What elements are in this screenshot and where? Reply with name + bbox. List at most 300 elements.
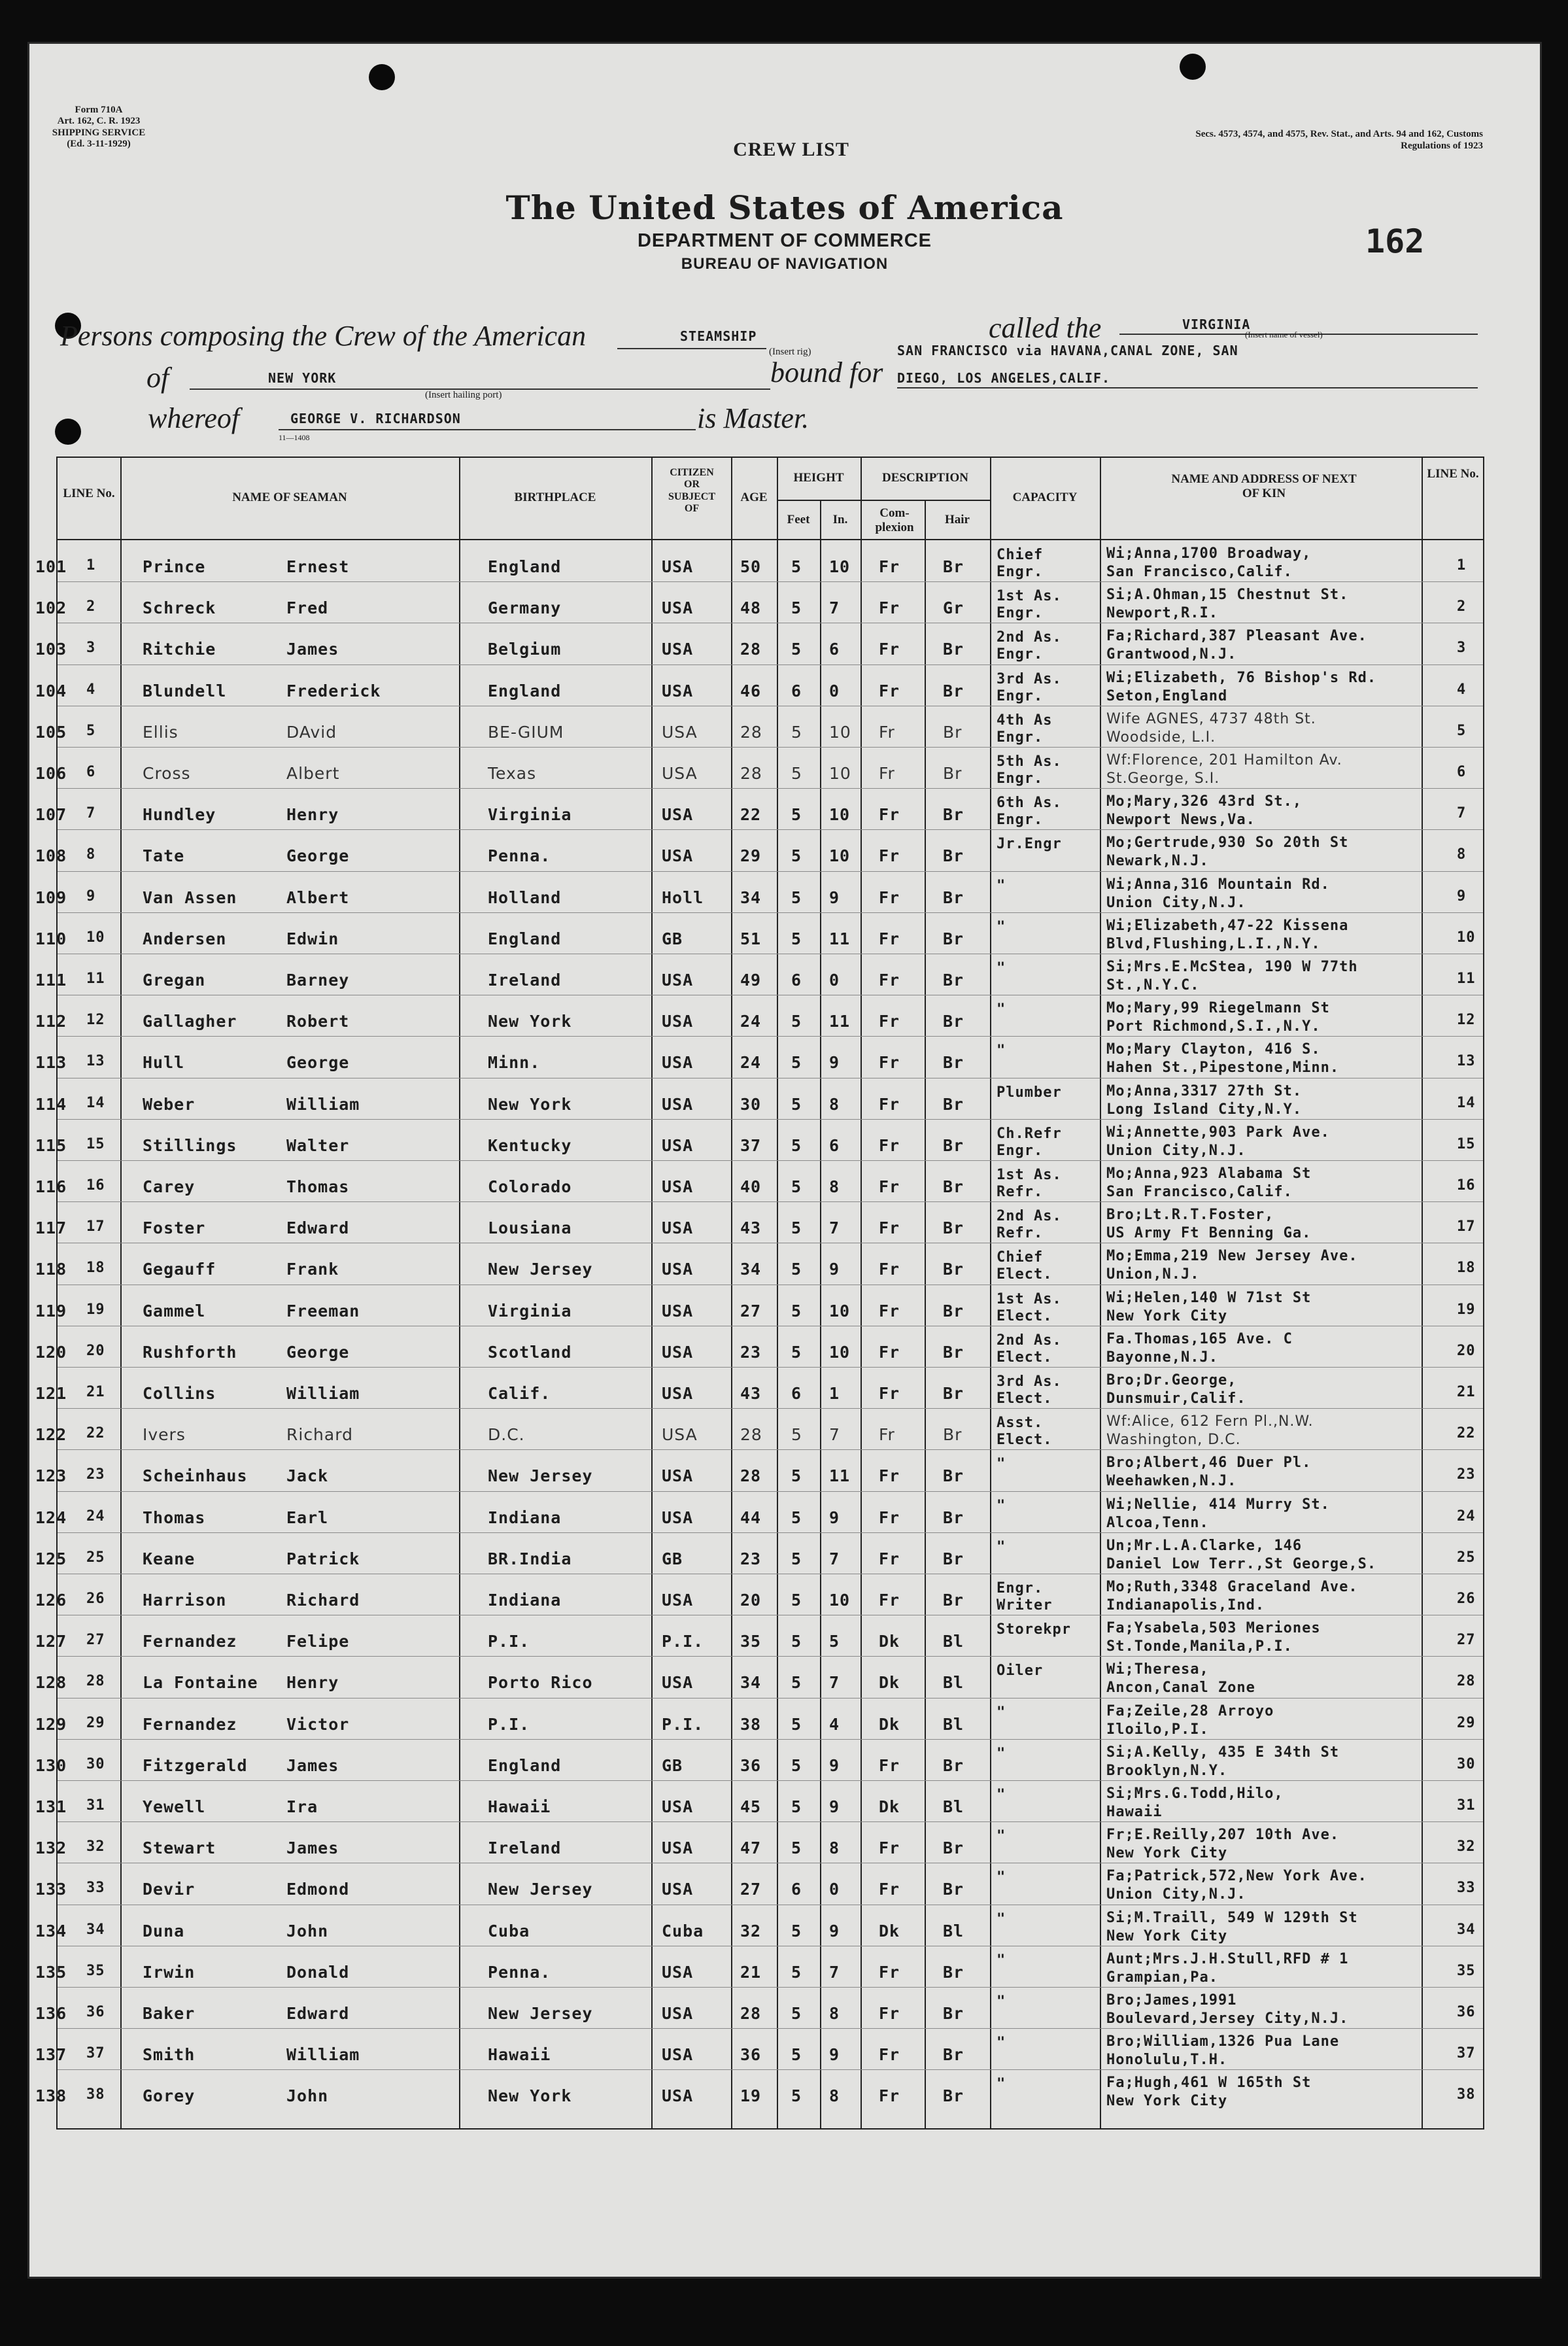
complexion: Fr: [879, 1301, 900, 1320]
complexion: Dk: [879, 1673, 900, 1693]
surname: Schreck: [143, 598, 216, 618]
given-name: Frederick: [286, 681, 381, 700]
height-inches: 7: [829, 1962, 840, 1982]
height-feet: 5: [791, 1177, 802, 1196]
statute-reference: Secs. 4573, 4574, and 4575, Rev. Stat., and Arts. 94 and 162, Customs Regulations of 1923: [1195, 129, 1483, 151]
birthplace: New York: [488, 1094, 572, 1114]
height-feet: 5: [791, 1755, 802, 1775]
height-inches: 0: [829, 681, 840, 700]
age: 28: [740, 2004, 762, 2023]
header-height: HEIGHT: [793, 471, 844, 485]
row-divider: [58, 1987, 1483, 1988]
line-number: 10: [86, 929, 105, 946]
master-name: GEORGE V. RICHARDSON: [290, 411, 461, 426]
birthplace: Ireland: [488, 1838, 562, 1858]
line-number: 20: [86, 1342, 105, 1359]
citizenship: USA: [662, 1012, 694, 1031]
page-number: 162: [1365, 222, 1425, 260]
surname: Smith: [143, 2045, 196, 2065]
kin-line-1: Fa.Thomas,165 Ave. C: [1106, 1330, 1293, 1347]
kin-line-1: Bro;William,1326 Pua Lane: [1106, 2033, 1340, 2050]
kin-line-2: Weehawken,N.J.: [1106, 1473, 1237, 1490]
kin-line-1: Bro;Lt.R.T.Foster,: [1106, 1207, 1274, 1224]
capacity-line-1: ": [997, 1043, 1006, 1060]
line-number-right: 15: [1457, 1135, 1476, 1152]
birthplace: Virginia: [488, 1301, 572, 1320]
line-number: 31: [86, 1797, 105, 1814]
label-persons: Persons composing the Crew of the American: [60, 320, 587, 352]
kin-line-1: Mo;Anna,923 Alabama St: [1106, 1165, 1312, 1182]
kin-line-1: Bro;James,1991: [1106, 1992, 1237, 2009]
line-number: 5: [86, 722, 96, 739]
height-feet: 5: [791, 598, 802, 618]
kin-line-1: Fa;Zeile,28 Arroyo: [1106, 1702, 1274, 1719]
surname: Stewart: [143, 1838, 216, 1858]
birthplace: New Jersey: [488, 1466, 593, 1486]
row-number: 138: [35, 2086, 67, 2106]
kin-line-1: Mo;Ruth,3348 Graceland Ave.: [1106, 1579, 1358, 1595]
capacity-line-1: ": [997, 960, 1006, 976]
age: 34: [740, 888, 762, 907]
height-feet: 6: [791, 1384, 802, 1403]
crew-table: [35, 457, 1484, 2130]
surname: Gegauff: [143, 1260, 216, 1279]
kin-line-2: Union City,N.J.: [1106, 1142, 1246, 1159]
birthplace: Holland: [488, 888, 562, 907]
kin-line-2: St.,N.Y.C.: [1106, 977, 1200, 993]
complexion: Fr: [879, 681, 900, 700]
citizenship: P.I.: [662, 1632, 704, 1651]
height-inches: 0: [829, 1880, 840, 1899]
birthplace: D.C.: [488, 1425, 525, 1445]
citizenship: USA: [662, 1301, 694, 1320]
height-inches: 5: [829, 1632, 840, 1651]
capacity-line-1: Chief: [997, 1249, 1044, 1266]
given-name: Ira: [286, 1797, 318, 1816]
header-bottom-line: [58, 539, 1483, 540]
complexion: Fr: [879, 1425, 895, 1445]
line-number-right: 23: [1457, 1466, 1476, 1483]
kin-line-2: Washington, D.C.: [1106, 1432, 1241, 1449]
given-name: DAvid: [286, 722, 337, 742]
given-name: Freeman: [286, 1301, 360, 1320]
kin-line-1: Wi;Theresa,: [1106, 1661, 1209, 1678]
birthplace: P.I.: [488, 1632, 530, 1651]
print-code: 11—1408: [279, 433, 310, 442]
line-number: 35: [86, 1962, 105, 1979]
destination-underline: [897, 387, 1478, 388]
capacity-line-2: Engr.: [997, 770, 1044, 787]
kin-line-2: Long Island City,N.Y.: [1106, 1101, 1303, 1118]
age: 51: [740, 929, 762, 948]
hair: Br: [943, 1218, 964, 1238]
age: 35: [740, 1632, 762, 1651]
line-number-right: 21: [1457, 1384, 1476, 1400]
row-number: 128: [35, 1673, 67, 1693]
line-number-right: 35: [1457, 1962, 1476, 1979]
age: 28: [740, 764, 762, 783]
capacity-line-1: Storekpr: [997, 1621, 1071, 1638]
capacity-line-2: Engr.: [997, 564, 1044, 580]
age: 21: [740, 1962, 762, 1982]
height-feet: 5: [791, 1466, 802, 1486]
citizenship: USA: [662, 1508, 694, 1527]
kin-line-2: New York City: [1106, 2093, 1228, 2110]
citizenship: USA: [662, 1673, 694, 1693]
age: 23: [740, 1342, 762, 1362]
complexion: Fr: [879, 2086, 900, 2106]
height-feet: 5: [791, 1342, 802, 1362]
line-number-right: 3: [1457, 640, 1467, 657]
citizenship: USA: [662, 1218, 694, 1238]
line-number-right: 17: [1457, 1218, 1476, 1235]
given-name: Felipe: [286, 1632, 350, 1651]
surname: Yewell: [143, 1797, 206, 1816]
age: 28: [740, 640, 762, 659]
line-number-right: 5: [1457, 722, 1467, 739]
height-inches: 6: [829, 640, 840, 659]
given-name: James: [286, 1755, 339, 1775]
surname: Foster: [143, 1218, 206, 1238]
hair: Br: [943, 557, 964, 576]
height-inches: 11: [829, 1012, 851, 1031]
form-identification: [43, 105, 154, 150]
kin-line-1: Wi;Helen,140 W 71st St: [1106, 1289, 1312, 1306]
row-divider: [58, 581, 1483, 582]
capacity-line-1: Oiler: [997, 1663, 1044, 1680]
height-inches: 10: [829, 1301, 851, 1320]
row-number: 101: [35, 557, 67, 576]
row-number: 119: [35, 1301, 67, 1320]
citizenship: GB: [662, 929, 683, 948]
citizenship: USA: [662, 1094, 694, 1114]
height-feet: 5: [791, 1714, 802, 1734]
row-number: 108: [35, 846, 67, 866]
birthplace: Penna.: [488, 1962, 551, 1982]
surname: Hundley: [143, 805, 216, 825]
complexion: Fr: [879, 764, 895, 783]
birthplace: New Jersey: [488, 1880, 593, 1899]
surname: Blundell: [143, 681, 227, 700]
row-number: 109: [35, 888, 67, 907]
kin-line-1: Wi;Elizabeth,47-22 Kissena: [1106, 917, 1349, 934]
line-number: 14: [86, 1094, 105, 1111]
line-number: 11: [86, 971, 105, 987]
row-number: 124: [35, 1508, 67, 1527]
kin-line-1: Mo;Emma,219 New Jersey Ave.: [1106, 1248, 1358, 1265]
citizenship: USA: [662, 681, 694, 700]
row-number: 112: [35, 1012, 67, 1031]
surname: Fernandez: [143, 1632, 237, 1651]
age: 29: [740, 846, 762, 866]
line-number-right: 11: [1457, 971, 1476, 987]
row-number: 121: [35, 1384, 67, 1403]
capacity-line-2: Engr.: [997, 687, 1044, 704]
line-number: 2: [86, 598, 96, 615]
given-name: James: [286, 640, 339, 659]
capacity-line-1: ": [997, 1001, 1006, 1018]
birthplace: Hawaii: [488, 1797, 551, 1816]
line-number: 4: [86, 681, 96, 698]
hair: Br: [943, 681, 964, 700]
complexion: Fr: [879, 1880, 900, 1899]
height-feet: 6: [791, 1880, 802, 1899]
complexion: Fr: [879, 1508, 900, 1527]
kin-line-2: Port Richmond,S.I.,N.Y.: [1106, 1018, 1321, 1035]
hair: Br: [943, 1508, 964, 1527]
given-name: George: [286, 1053, 350, 1073]
height-feet: 5: [791, 557, 802, 576]
age: 32: [740, 1921, 762, 1941]
line-number-right: 13: [1457, 1053, 1476, 1070]
header-capacity: CAPACITY: [1012, 491, 1078, 504]
row-divider: [58, 2069, 1483, 2070]
kin-line-2: Dunsmuir,Calif.: [1106, 1390, 1246, 1407]
height-feet: 5: [791, 640, 802, 659]
row-divider: [58, 1491, 1483, 1492]
given-name: Ernest: [286, 557, 350, 576]
capacity-line-1: 3rd As.: [997, 670, 1062, 687]
header-birthplace: BIRTHPLACE: [514, 491, 596, 504]
citizenship: USA: [662, 1053, 694, 1073]
line-number-right: 1: [1457, 557, 1467, 574]
capacity-line-2: Engr.: [997, 605, 1044, 622]
row-divider: [58, 912, 1483, 913]
given-name: Albert: [286, 888, 350, 907]
age: 40: [740, 1177, 762, 1196]
kin-line-2: Daniel Low Terr.,St George,S.: [1106, 1555, 1377, 1572]
kin-line-1: Si;A.Kelly, 435 E 34th St: [1106, 1744, 1340, 1761]
col-divider: [820, 500, 821, 2128]
hair: Br: [943, 805, 964, 825]
header-name: NAME OF SEAMAN: [232, 491, 347, 504]
col-divider: [651, 458, 653, 2128]
kin-line-1: Si;M.Traill, 549 W 129th St: [1106, 1909, 1358, 1926]
surname: Cross: [143, 764, 191, 783]
header-age: AGE: [740, 491, 768, 504]
height-inches: 7: [829, 1425, 840, 1445]
height-feet: 5: [791, 1425, 802, 1445]
surname: Gammel: [143, 1301, 206, 1320]
given-name: Henry: [286, 805, 339, 825]
height-feet: 5: [791, 1797, 802, 1816]
kin-line-2: Grampian,Pa.: [1106, 1969, 1218, 1986]
complexion: Fr: [879, 1838, 900, 1858]
kin-line-2: Newport News,Va.: [1106, 812, 1255, 829]
capacity-line-2: Elect.: [997, 1390, 1053, 1407]
height-inches: 9: [829, 2045, 840, 2065]
height-feet: 5: [791, 1673, 802, 1693]
birthplace: Indiana: [488, 1591, 562, 1610]
line-number: 15: [86, 1135, 105, 1152]
hair: Br: [943, 1094, 964, 1114]
age: 34: [740, 1673, 762, 1693]
birthplace: Porto Rico: [488, 1673, 593, 1693]
kin-line-2: Honolulu,T.H.: [1106, 2052, 1228, 2069]
row-divider: [58, 1408, 1483, 1409]
kin-line-1: Bro;Albert,46 Duer Pl.: [1106, 1455, 1312, 1472]
hair: Br: [943, 1012, 964, 1031]
row-number: 120: [35, 1342, 67, 1362]
age: 27: [740, 1301, 762, 1320]
label-called: called the: [989, 312, 1102, 344]
line-number: 7: [86, 805, 96, 822]
citizenship: USA: [662, 1466, 694, 1486]
age: 43: [740, 1218, 762, 1238]
row-divider: [58, 747, 1483, 748]
capacity-line-1: Asst.: [997, 1415, 1044, 1432]
header-inches: In.: [832, 513, 848, 526]
height-inches: 9: [829, 1508, 840, 1527]
rig-hint: (Insert rig): [769, 347, 811, 357]
capacity-line-1: 2nd As.: [997, 1332, 1062, 1349]
age: 37: [740, 1135, 762, 1155]
form-service: SHIPPING SERVICE: [52, 127, 146, 138]
surname: Gorey: [143, 2086, 196, 2106]
vessel-name: VIRGINIA: [1182, 317, 1251, 332]
hair: Bl: [943, 1673, 964, 1693]
hair: Br: [943, 1755, 964, 1775]
birthplace: Germany: [488, 598, 562, 618]
line-number-right: 27: [1457, 1632, 1476, 1649]
kin-line-1: Un;Mr.L.A.Clarke, 146: [1106, 1537, 1303, 1554]
kin-line-2: Newark,N.J.: [1106, 853, 1209, 870]
line-number: 18: [86, 1260, 105, 1277]
citizenship: USA: [662, 2086, 694, 2106]
line-number: 26: [86, 1591, 105, 1607]
line-number-right: 22: [1457, 1425, 1476, 1442]
complexion: Fr: [879, 971, 900, 990]
capacity-line-1: Ch.Refr: [997, 1125, 1062, 1142]
kin-line-1: Fr;E.Reilly,207 10th Ave.: [1106, 1827, 1340, 1844]
complexion: Dk: [879, 1797, 900, 1816]
row-divider: [58, 1656, 1483, 1657]
row-number: 104: [35, 681, 67, 700]
line-number: 29: [86, 1714, 105, 1731]
height-feet: 6: [791, 971, 802, 990]
capacity-line-1: Plumber: [997, 1084, 1062, 1101]
height-feet: 5: [791, 1301, 802, 1320]
line-number: 34: [86, 1921, 105, 1938]
row-number: 131: [35, 1797, 67, 1816]
kin-line-1: Si;Mrs.E.McStea, 190 W 77th: [1106, 959, 1358, 975]
row-number: 113: [35, 1053, 67, 1073]
kin-line-1: Bro;Dr.George,: [1106, 1372, 1237, 1389]
row-divider: [58, 871, 1483, 872]
line-number: 1: [86, 557, 96, 574]
height-inches: 11: [829, 929, 851, 948]
height-inches: 9: [829, 888, 840, 907]
given-name: John: [286, 2086, 329, 2106]
complexion: Fr: [879, 1466, 900, 1486]
row-number: 118: [35, 1260, 67, 1279]
height-feet: 5: [791, 1218, 802, 1238]
line-number: 6: [86, 764, 96, 780]
citizenship: USA: [662, 598, 694, 618]
birthplace: England: [488, 929, 562, 948]
hair: Br: [943, 2086, 964, 2106]
col-divider: [120, 458, 122, 2128]
birthplace: Cuba: [488, 1921, 530, 1941]
line-number: 25: [86, 1549, 105, 1566]
hair: Br: [943, 764, 963, 783]
height-inches: 9: [829, 1260, 840, 1279]
birthplace: England: [488, 1755, 562, 1775]
line-number: 8: [86, 846, 96, 863]
header-line-no-right: LINE No.: [1427, 467, 1479, 481]
kin-line-1: Mo;Anna,3317 27th St.: [1106, 1082, 1303, 1099]
age: 28: [740, 722, 762, 742]
height-inches: 9: [829, 1755, 840, 1775]
age: 43: [740, 1384, 762, 1403]
complexion: Fr: [879, 1549, 900, 1568]
line-number-right: 29: [1457, 1714, 1476, 1731]
complexion: Fr: [879, 2004, 900, 2023]
height-inches: 10: [829, 1591, 851, 1610]
height-feet: 5: [791, 1591, 802, 1610]
kin-line-2: Seton,England: [1106, 687, 1228, 704]
age: 22: [740, 805, 762, 825]
given-name: George: [286, 846, 350, 866]
hailing-port: NEW YORK: [268, 370, 337, 386]
birthplace: BE-GIUM: [488, 722, 564, 742]
form-art: Art. 162, C. R. 1923: [57, 116, 141, 127]
height-feet: 5: [791, 1921, 802, 1941]
complexion: Fr: [879, 805, 900, 825]
height-feet: 5: [791, 1962, 802, 1982]
given-name: Albert: [286, 764, 340, 783]
kin-line-1: Wi;Anna,316 Mountain Rd.: [1106, 876, 1330, 893]
line-number: 17: [86, 1218, 105, 1235]
surname: Ellis: [143, 722, 179, 742]
age: 19: [740, 2086, 762, 2106]
height-inches: 1: [829, 1384, 840, 1403]
citizenship: USA: [662, 1880, 694, 1899]
hair: Br: [943, 971, 964, 990]
surname: Collins: [143, 1384, 216, 1403]
header-citizen: CITIZEN OR SUBJECT OF: [668, 467, 716, 515]
line-number: 30: [86, 1755, 105, 1772]
age: 49: [740, 971, 762, 990]
birthplace: England: [488, 681, 562, 700]
row-number: 127: [35, 1632, 67, 1651]
citizenship: Cuba: [662, 1921, 704, 1941]
port-hint: (Insert hailing port): [425, 390, 502, 400]
height-feet: 5: [791, 2004, 802, 2023]
row-number: 126: [35, 1591, 67, 1610]
capacity-line-1: ": [997, 1745, 1006, 1762]
birthplace: Hawaii: [488, 2045, 551, 2065]
hair: Br: [943, 1880, 964, 1899]
line-number: 28: [86, 1673, 105, 1690]
line-number: 22: [86, 1425, 105, 1442]
col-divider: [459, 458, 460, 2128]
hair: Br: [943, 1260, 964, 1279]
birthplace: BR.India: [488, 1549, 572, 1568]
capacity-line-1: 6th As.: [997, 795, 1062, 812]
line-number-right: 10: [1457, 929, 1476, 946]
line-number: 33: [86, 1880, 105, 1897]
age: 45: [740, 1797, 762, 1816]
birthplace: Belgium: [488, 640, 562, 659]
height-inches: 8: [829, 2086, 840, 2106]
kin-line-2: New York City: [1106, 1307, 1228, 1324]
row-divider: [58, 1119, 1483, 1120]
given-name: Earl: [286, 1508, 329, 1527]
kin-line-2: Bayonne,N.J.: [1106, 1349, 1218, 1366]
capacity-line-2: Engr.: [997, 729, 1044, 746]
line-number-right: 20: [1457, 1342, 1476, 1359]
